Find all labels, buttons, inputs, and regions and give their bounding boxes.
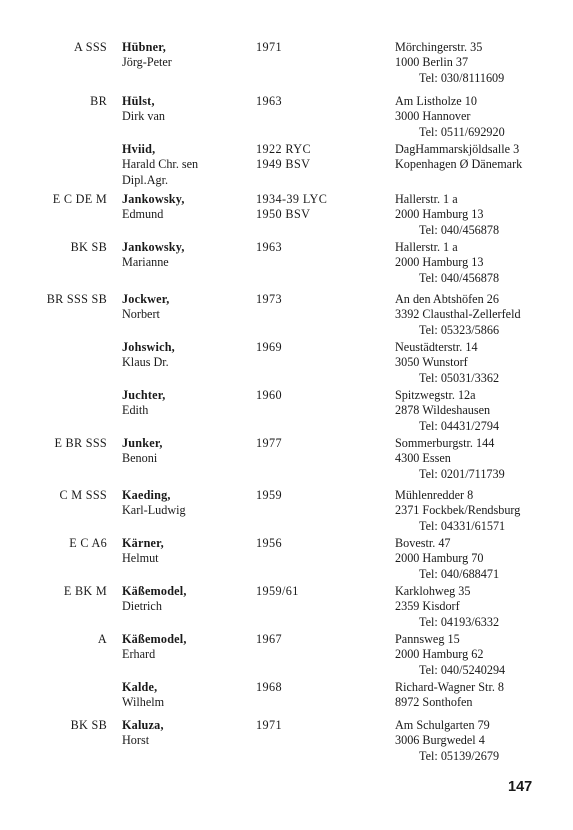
membership-years: [256, 536, 282, 551]
address-block: [395, 718, 499, 764]
member-name: [122, 40, 172, 71]
year-line: 1971: [256, 718, 282, 732]
member-name: [122, 488, 186, 519]
member-name: [122, 292, 170, 323]
given-name-line: Karl-Ludwig: [122, 503, 186, 518]
address-block: [395, 240, 499, 286]
address-block: [395, 40, 504, 86]
year-line: 1922 RYC: [256, 142, 312, 156]
membership-years: [256, 142, 311, 173]
address-line: DagHammarskjöldsalle 3: [395, 142, 520, 156]
membership-codes: E C DE M: [52, 192, 107, 206]
member-name: [122, 142, 198, 188]
year-line: 1963: [256, 240, 282, 254]
member-name: [122, 584, 187, 615]
address-block: [395, 142, 522, 173]
given-name-line: Dietrich: [122, 599, 162, 614]
surname: Kaluza,: [122, 718, 164, 732]
year-line: 1977: [256, 436, 282, 450]
membership-codes: BR SSS SB: [46, 292, 107, 306]
surname: Jockwer,: [122, 292, 170, 306]
address-block: [395, 536, 499, 582]
member-name: [122, 240, 185, 271]
given-name-line: Harald Chr. sen: [122, 157, 199, 172]
phone-number: Tel: 05323/5866: [419, 322, 500, 337]
address-line: Richard-Wagner Str. 8: [395, 680, 505, 694]
member-name: [122, 192, 185, 223]
membership-codes: E BK M: [63, 584, 107, 598]
phone-number: Tel: 040/5240294: [419, 662, 506, 677]
address-block: [395, 192, 499, 238]
surname: Johswich,: [122, 340, 175, 354]
year-line: 1968: [256, 680, 282, 694]
address-line: 3392 Clausthal-Zellerfeld: [395, 307, 521, 322]
member-name: [122, 388, 165, 419]
membership-years: [256, 340, 282, 355]
address-line: Spitzwegstr. 12a: [395, 388, 476, 402]
membership-years: [256, 680, 282, 695]
year-line: 1959: [256, 488, 282, 502]
phone-number: Tel: 040/456878: [419, 222, 500, 237]
address-line: 2000 Hamburg 62: [395, 647, 484, 662]
membership-years: [256, 292, 282, 307]
member-name: [122, 680, 164, 711]
address-line: 3006 Burgwedel 4: [395, 733, 485, 748]
surname: Kaeding,: [122, 488, 171, 502]
membership-codes: BR: [90, 94, 107, 108]
membership-codes: E BR SSS: [54, 436, 107, 450]
given-name-line: Wilhelm: [122, 695, 165, 710]
year-line: 1971: [256, 40, 282, 54]
given-name-line: Marianne: [122, 255, 169, 270]
surname: Juchter,: [122, 388, 166, 402]
given-name-line: Jörg-Peter: [122, 55, 172, 70]
year-line: 1949 BSV: [256, 157, 311, 172]
year-line: 1956: [256, 536, 282, 550]
address-line: 2359 Kisdorf: [395, 599, 460, 614]
surname: Hübner,: [122, 40, 166, 54]
year-line: 1959/61: [256, 584, 299, 598]
given-name-line: Dipl.Agr.: [122, 172, 169, 187]
address-line: 1000 Berlin 37: [395, 55, 469, 70]
address-line: Hallerstr. 1 a: [395, 240, 458, 254]
surname: Jankowsky,: [122, 240, 185, 254]
address-line: 4300 Essen: [395, 451, 451, 466]
phone-number: Tel: 04193/6332: [419, 614, 500, 629]
membership-years: [256, 40, 282, 55]
given-name-line: Dirk van: [122, 109, 165, 124]
address-line: Pannsweg 15: [395, 632, 460, 646]
year-line: 1967: [256, 632, 282, 646]
address-line: Am Listholze 10: [395, 94, 477, 108]
address-block: [395, 680, 504, 711]
surname: Käßemodel,: [122, 584, 187, 598]
given-name-line: Benoni: [122, 451, 158, 466]
address-line: 8972 Sonthofen: [395, 695, 473, 710]
member-name: [122, 632, 187, 663]
address-line: Hallerstr. 1 a: [395, 192, 458, 206]
address-line: 3000 Hannover: [395, 109, 471, 124]
given-name-line: Helmut: [122, 551, 159, 566]
phone-number: Tel: 0511/692920: [419, 124, 505, 139]
address-block: [395, 292, 521, 338]
address-line: 2878 Wildeshausen: [395, 403, 491, 418]
address-block: [395, 488, 520, 534]
membership-years: [256, 584, 299, 599]
page-number: 147: [508, 779, 533, 795]
address-line: Kopenhagen Ø Dänemark: [395, 157, 523, 172]
phone-number: Tel: 0201/711739: [419, 466, 505, 481]
membership-codes: BK SB: [70, 718, 107, 732]
phone-number: Tel: 030/8111609: [419, 70, 505, 85]
address-block: [395, 340, 499, 386]
surname: Hviid,: [122, 142, 156, 156]
surname: Junker,: [122, 436, 163, 450]
membership-years: [256, 436, 282, 451]
member-name: [122, 536, 164, 567]
phone-number: Tel: 04431/2794: [419, 418, 500, 433]
address-line: Karklohweg 35: [395, 584, 471, 598]
address-line: 2000 Hamburg 13: [395, 255, 484, 270]
membership-codes: BK SB: [70, 240, 107, 254]
year-line: 1969: [256, 340, 282, 354]
member-name: [122, 340, 175, 371]
membership-years: [256, 632, 282, 647]
given-name-line: Klaus Dr.: [122, 355, 169, 370]
year-line: 1934-39 LYC: [256, 192, 328, 206]
phone-number: Tel: 05139/2679: [419, 748, 500, 763]
year-line: 1950 BSV: [256, 207, 311, 222]
address-block: [395, 632, 505, 678]
surname: Käßemodel,: [122, 632, 187, 646]
address-block: [395, 94, 505, 140]
phone-number: Tel: 040/688471: [419, 566, 500, 581]
membership-codes: A: [97, 632, 107, 646]
year-line: 1960: [256, 388, 282, 402]
member-name: [122, 94, 165, 125]
phone-number: Tel: 040/456878: [419, 270, 500, 285]
membership-years: [256, 240, 282, 255]
given-name-line: Edith: [122, 403, 149, 418]
address-line: Mörchingerstr. 35: [395, 40, 483, 54]
phone-number: Tel: 04331/61571: [419, 518, 506, 533]
year-line: 1973: [256, 292, 282, 306]
membership-years: [256, 488, 282, 503]
address-line: An den Abtshöfen 26: [395, 292, 499, 306]
address-line: 2000 Hamburg 13: [395, 207, 484, 222]
given-name-line: Edmund: [122, 207, 164, 222]
membership-years: [256, 192, 327, 223]
address-block: [395, 584, 499, 630]
surname: Hülst,: [122, 94, 155, 108]
phone-number: Tel: 05031/3362: [419, 370, 500, 385]
address-block: [395, 436, 505, 482]
address-line: Am Schulgarten 79: [395, 718, 490, 732]
surname: Jankowsky,: [122, 192, 185, 206]
address-line: 2000 Hamburg 70: [395, 551, 484, 566]
membership-codes: E C A6: [69, 536, 107, 550]
address-block: [395, 388, 499, 434]
address-line: Mühlenredder 8: [395, 488, 474, 502]
surname: Kärner,: [122, 536, 164, 550]
member-name: [122, 436, 163, 467]
given-name-line: Horst: [122, 733, 150, 748]
address-line: 2371 Fockbek/Rendsburg: [395, 503, 521, 518]
membership-codes: A SSS: [73, 40, 107, 54]
address-line: Sommerburgstr. 144: [395, 436, 495, 450]
membership-years: [256, 94, 282, 109]
address-line: Neustädterstr. 14: [395, 340, 478, 354]
membership-years: [256, 388, 282, 403]
given-name-line: Erhard: [122, 647, 156, 662]
member-name: [122, 718, 164, 749]
address-line: 3050 Wunstorf: [395, 355, 468, 370]
year-line: 1963: [256, 94, 282, 108]
membership-codes: C M SSS: [59, 488, 107, 502]
address-line: Bovestr. 47: [395, 536, 451, 550]
given-name-line: Norbert: [122, 307, 160, 322]
surname: Kalde,: [122, 680, 158, 694]
membership-years: [256, 718, 282, 733]
